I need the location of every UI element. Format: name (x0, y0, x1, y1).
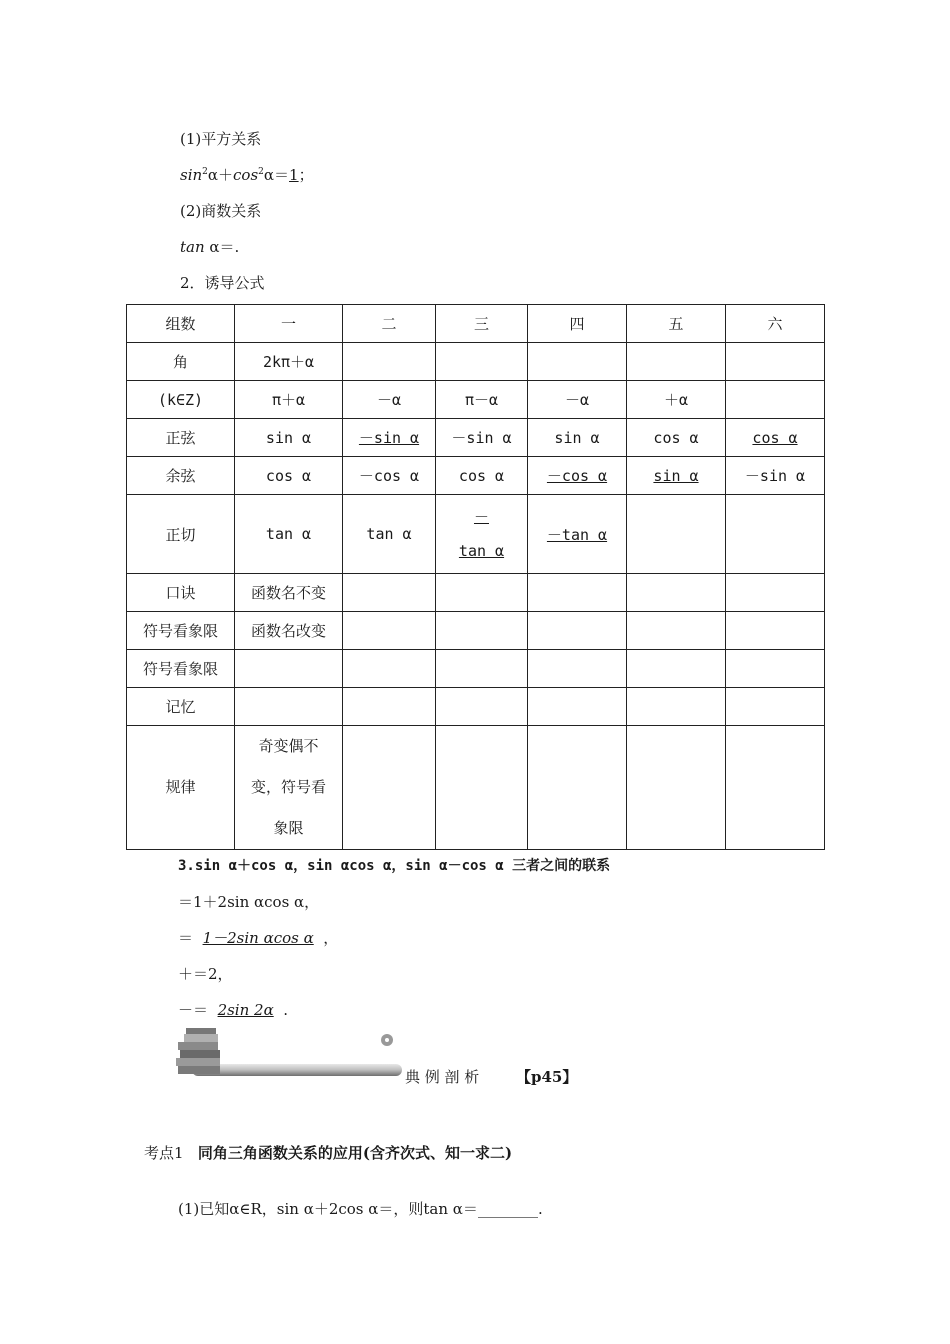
header-cell: 六 (726, 305, 825, 343)
table-cell (528, 343, 627, 381)
table-cell (528, 612, 627, 650)
table-cell: tan α (235, 495, 343, 574)
table-cell: 函数名改变 (235, 612, 343, 650)
table-row (127, 574, 825, 612)
answer-fill: －cos α (546, 467, 608, 485)
table-cell (627, 574, 726, 612)
table-cell: sin α (235, 419, 343, 457)
table-row (127, 612, 825, 650)
table-cell: －α (343, 381, 436, 419)
books-banner-icon (172, 1026, 412, 1086)
table-cell: π－α (436, 381, 528, 419)
section-banner-title: 典 例 剖 析 (405, 1068, 480, 1086)
table-cell: －cos α (343, 457, 436, 495)
page-reference: 【p45】 (516, 1068, 578, 1086)
table-cell (436, 343, 528, 381)
table-cell (726, 612, 825, 650)
table-cell (436, 495, 528, 574)
relation-eq-2: ＝ 1－2sin αcos α ， (178, 929, 339, 947)
table-row (127, 419, 825, 457)
row-label: 记忆 (127, 688, 235, 726)
table-cell (726, 574, 825, 612)
header-cell: 五 (627, 305, 726, 343)
table-cell (343, 726, 436, 850)
answer-fill: tan α (458, 542, 505, 560)
row-label: 符号看象限 (127, 650, 235, 688)
header-cell: 四 (528, 305, 627, 343)
table-row (127, 381, 825, 419)
table-cell (627, 650, 726, 688)
table-cell (436, 612, 528, 650)
row-label: 符号看象限 (127, 612, 235, 650)
answer-fill: － (473, 508, 489, 526)
table-cell (528, 457, 627, 495)
quotient-relation-formula: tan α＝. (180, 238, 240, 256)
table-cell: cos α (235, 457, 343, 495)
table-cell (627, 688, 726, 726)
row-label: (k∈Z) (127, 381, 235, 419)
table-cell (436, 688, 528, 726)
square-relation-title: (1)平方关系 (180, 130, 262, 148)
square-relation-formula: $\sin^2\alpha+\cos^2\alpha=1$； (180, 166, 314, 184)
table-cell: －α (528, 381, 627, 419)
row-label: 规律 (127, 726, 235, 850)
table-cell (627, 612, 726, 650)
table-cell: 奇变偶不 变，符号看 象限 (235, 726, 343, 850)
row-label: 角 (127, 343, 235, 381)
relation-eq-1: ＝1＋2sin αcos α， (178, 893, 320, 911)
table-cell (726, 419, 825, 457)
header-cell: 三 (436, 305, 528, 343)
table-row (127, 495, 825, 574)
table-cell (726, 688, 825, 726)
table-cell: ＋α (627, 381, 726, 419)
table-cell: 函数名不变 (235, 574, 343, 612)
header-cell: 组数 (127, 305, 235, 343)
table-cell (235, 688, 343, 726)
table-cell (343, 688, 436, 726)
topic-heading: 考点1 同角三角函数关系的应用(含齐次式、知一求二) (144, 1144, 513, 1162)
table-row (127, 726, 825, 850)
table-cell (627, 495, 726, 574)
table-cell (343, 574, 436, 612)
table-cell: cos α (436, 457, 528, 495)
table-cell: 2kπ＋α (235, 343, 343, 381)
table-row (127, 457, 825, 495)
table-cell (627, 343, 726, 381)
answer-fill: 1－2sin αcos α (202, 929, 314, 947)
row-label: 余弦 (127, 457, 235, 495)
answer-fill: cos α (752, 428, 798, 447)
table-cell: －sin α (436, 419, 528, 457)
induction-formula-table (126, 304, 825, 850)
table-cell (343, 650, 436, 688)
section-3-heading: 3.sin α＋cos α，sin αcos α，sin α－cos α 三者之间的联系 (178, 858, 611, 874)
table-cell: tan α (343, 495, 436, 574)
table-cell (726, 381, 825, 419)
table-cell (343, 343, 436, 381)
answer-fill: －tan α (546, 525, 608, 544)
row-label: 正切 (127, 495, 235, 574)
induction-formula-title: 2．诱导公式 (180, 274, 265, 292)
table-cell (343, 419, 436, 457)
table-cell (528, 495, 627, 574)
table-cell (235, 650, 343, 688)
table-cell (726, 495, 825, 574)
table-row (127, 343, 825, 381)
quotient-relation-title: (2)商数关系 (180, 202, 262, 220)
answer-fill: －sin α (358, 429, 420, 447)
table-cell (343, 612, 436, 650)
table-cell: cos α (627, 419, 726, 457)
question-1: (1)已知α∈R，sin α＋2cos α＝，则tan α＝________. (178, 1200, 543, 1218)
row-label: 口诀 (127, 574, 235, 612)
table-cell (528, 688, 627, 726)
row-label: 正弦 (127, 419, 235, 457)
table-cell (436, 726, 528, 850)
table-cell (627, 457, 726, 495)
table-cell (726, 726, 825, 850)
table-cell (726, 343, 825, 381)
header-cell: 一 (235, 305, 343, 343)
table-cell (726, 650, 825, 688)
relation-eq-4: －＝ 2sin 2α . (178, 1001, 289, 1019)
table-cell (436, 650, 528, 688)
table-row (127, 650, 825, 688)
table-row (127, 305, 825, 343)
table-cell: π＋α (235, 381, 343, 419)
table-cell (528, 650, 627, 688)
table-cell (436, 574, 528, 612)
table-cell (528, 574, 627, 612)
header-cell: 二 (343, 305, 436, 343)
table-cell (627, 726, 726, 850)
table-cell (528, 726, 627, 850)
answer-fill: sin α (653, 466, 699, 485)
table-cell: －sin α (726, 457, 825, 495)
table-cell: sin α (528, 419, 627, 457)
answer-blank: ________ (477, 1200, 538, 1218)
answer-fill: 2sin 2α (217, 1001, 274, 1019)
relation-eq-3: ＋＝2， (178, 965, 233, 983)
table-row (127, 688, 825, 726)
